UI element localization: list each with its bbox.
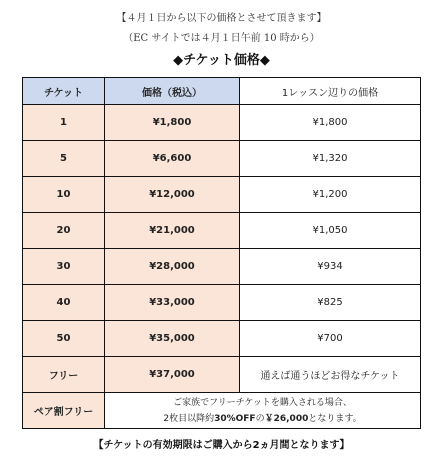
page-title: ◆チケット価格◆ <box>173 53 270 68</box>
table-header-row <box>23 78 421 105</box>
per-lesson-price: 通えば通うほどお得なチケット <box>240 357 421 393</box>
pair-discount-note <box>105 393 421 429</box>
pair-discount-row <box>23 393 421 429</box>
per-lesson-price: ¥1,320 <box>240 141 421 177</box>
per-lesson-price: ¥1,200 <box>240 177 421 213</box>
ticket-count: 50 <box>23 321 105 357</box>
ticket-count: 20 <box>23 213 105 249</box>
ticket-price: ¥35,000 <box>105 321 240 357</box>
table-row <box>23 213 421 249</box>
ticket-count: 10 <box>23 177 105 213</box>
header-price: 価格（税込） <box>105 78 240 105</box>
pair-note-suffix: となります。 <box>308 413 362 424</box>
per-lesson-price: ¥1,800 <box>240 105 421 141</box>
ticket-price: ¥28,000 <box>105 249 240 285</box>
pair-discount-label: ペア割フリー <box>23 393 105 429</box>
ticket-price: ¥37,000 <box>105 357 240 393</box>
ticket-price-table <box>22 77 421 429</box>
notice-line-2: （EC サイトでは４月１日午前 10 時から） <box>123 33 320 44</box>
ticket-count: 40 <box>23 285 105 321</box>
ticket-count: フリー <box>23 357 105 393</box>
table-row <box>23 177 421 213</box>
table-row <box>23 105 421 141</box>
ticket-count: 5 <box>23 141 105 177</box>
table-row <box>23 285 421 321</box>
pair-note-line-1: ご家族でフリーチケットを購入される場合、 <box>173 397 352 408</box>
pair-note-mid: の <box>255 413 265 424</box>
header-per-lesson: 1レッスン辺りの価格 <box>240 78 421 105</box>
ticket-count: 1 <box>23 105 105 141</box>
ticket-price: ¥12,000 <box>105 177 240 213</box>
ticket-price: ¥1,800 <box>105 105 240 141</box>
header-ticket: チケット <box>23 78 105 105</box>
pair-note-discount: 30%OFF <box>214 413 256 424</box>
table-row <box>23 357 421 393</box>
per-lesson-price: ¥700 <box>240 321 421 357</box>
table-row <box>23 141 421 177</box>
notice-line-1: 【４月１日から以下の価格とさせて頂きます】 <box>116 13 327 24</box>
per-lesson-price: ¥934 <box>240 249 421 285</box>
pair-note-prefix: 2枚目以降約 <box>163 413 215 424</box>
ticket-price: ¥21,000 <box>105 213 240 249</box>
pair-note-line-2 <box>105 411 420 427</box>
pair-note-price: ￥26,000 <box>264 413 309 424</box>
table-row <box>23 249 421 285</box>
table-row <box>23 321 421 357</box>
per-lesson-price: ¥825 <box>240 285 421 321</box>
ticket-price: ¥33,000 <box>105 285 240 321</box>
validity-note: 【チケットの有効期限はご購入から2ヵ月間となります】 <box>93 440 350 451</box>
ticket-count: 30 <box>23 249 105 285</box>
ticket-price: ¥6,600 <box>105 141 240 177</box>
per-lesson-price: ¥1,050 <box>240 213 421 249</box>
